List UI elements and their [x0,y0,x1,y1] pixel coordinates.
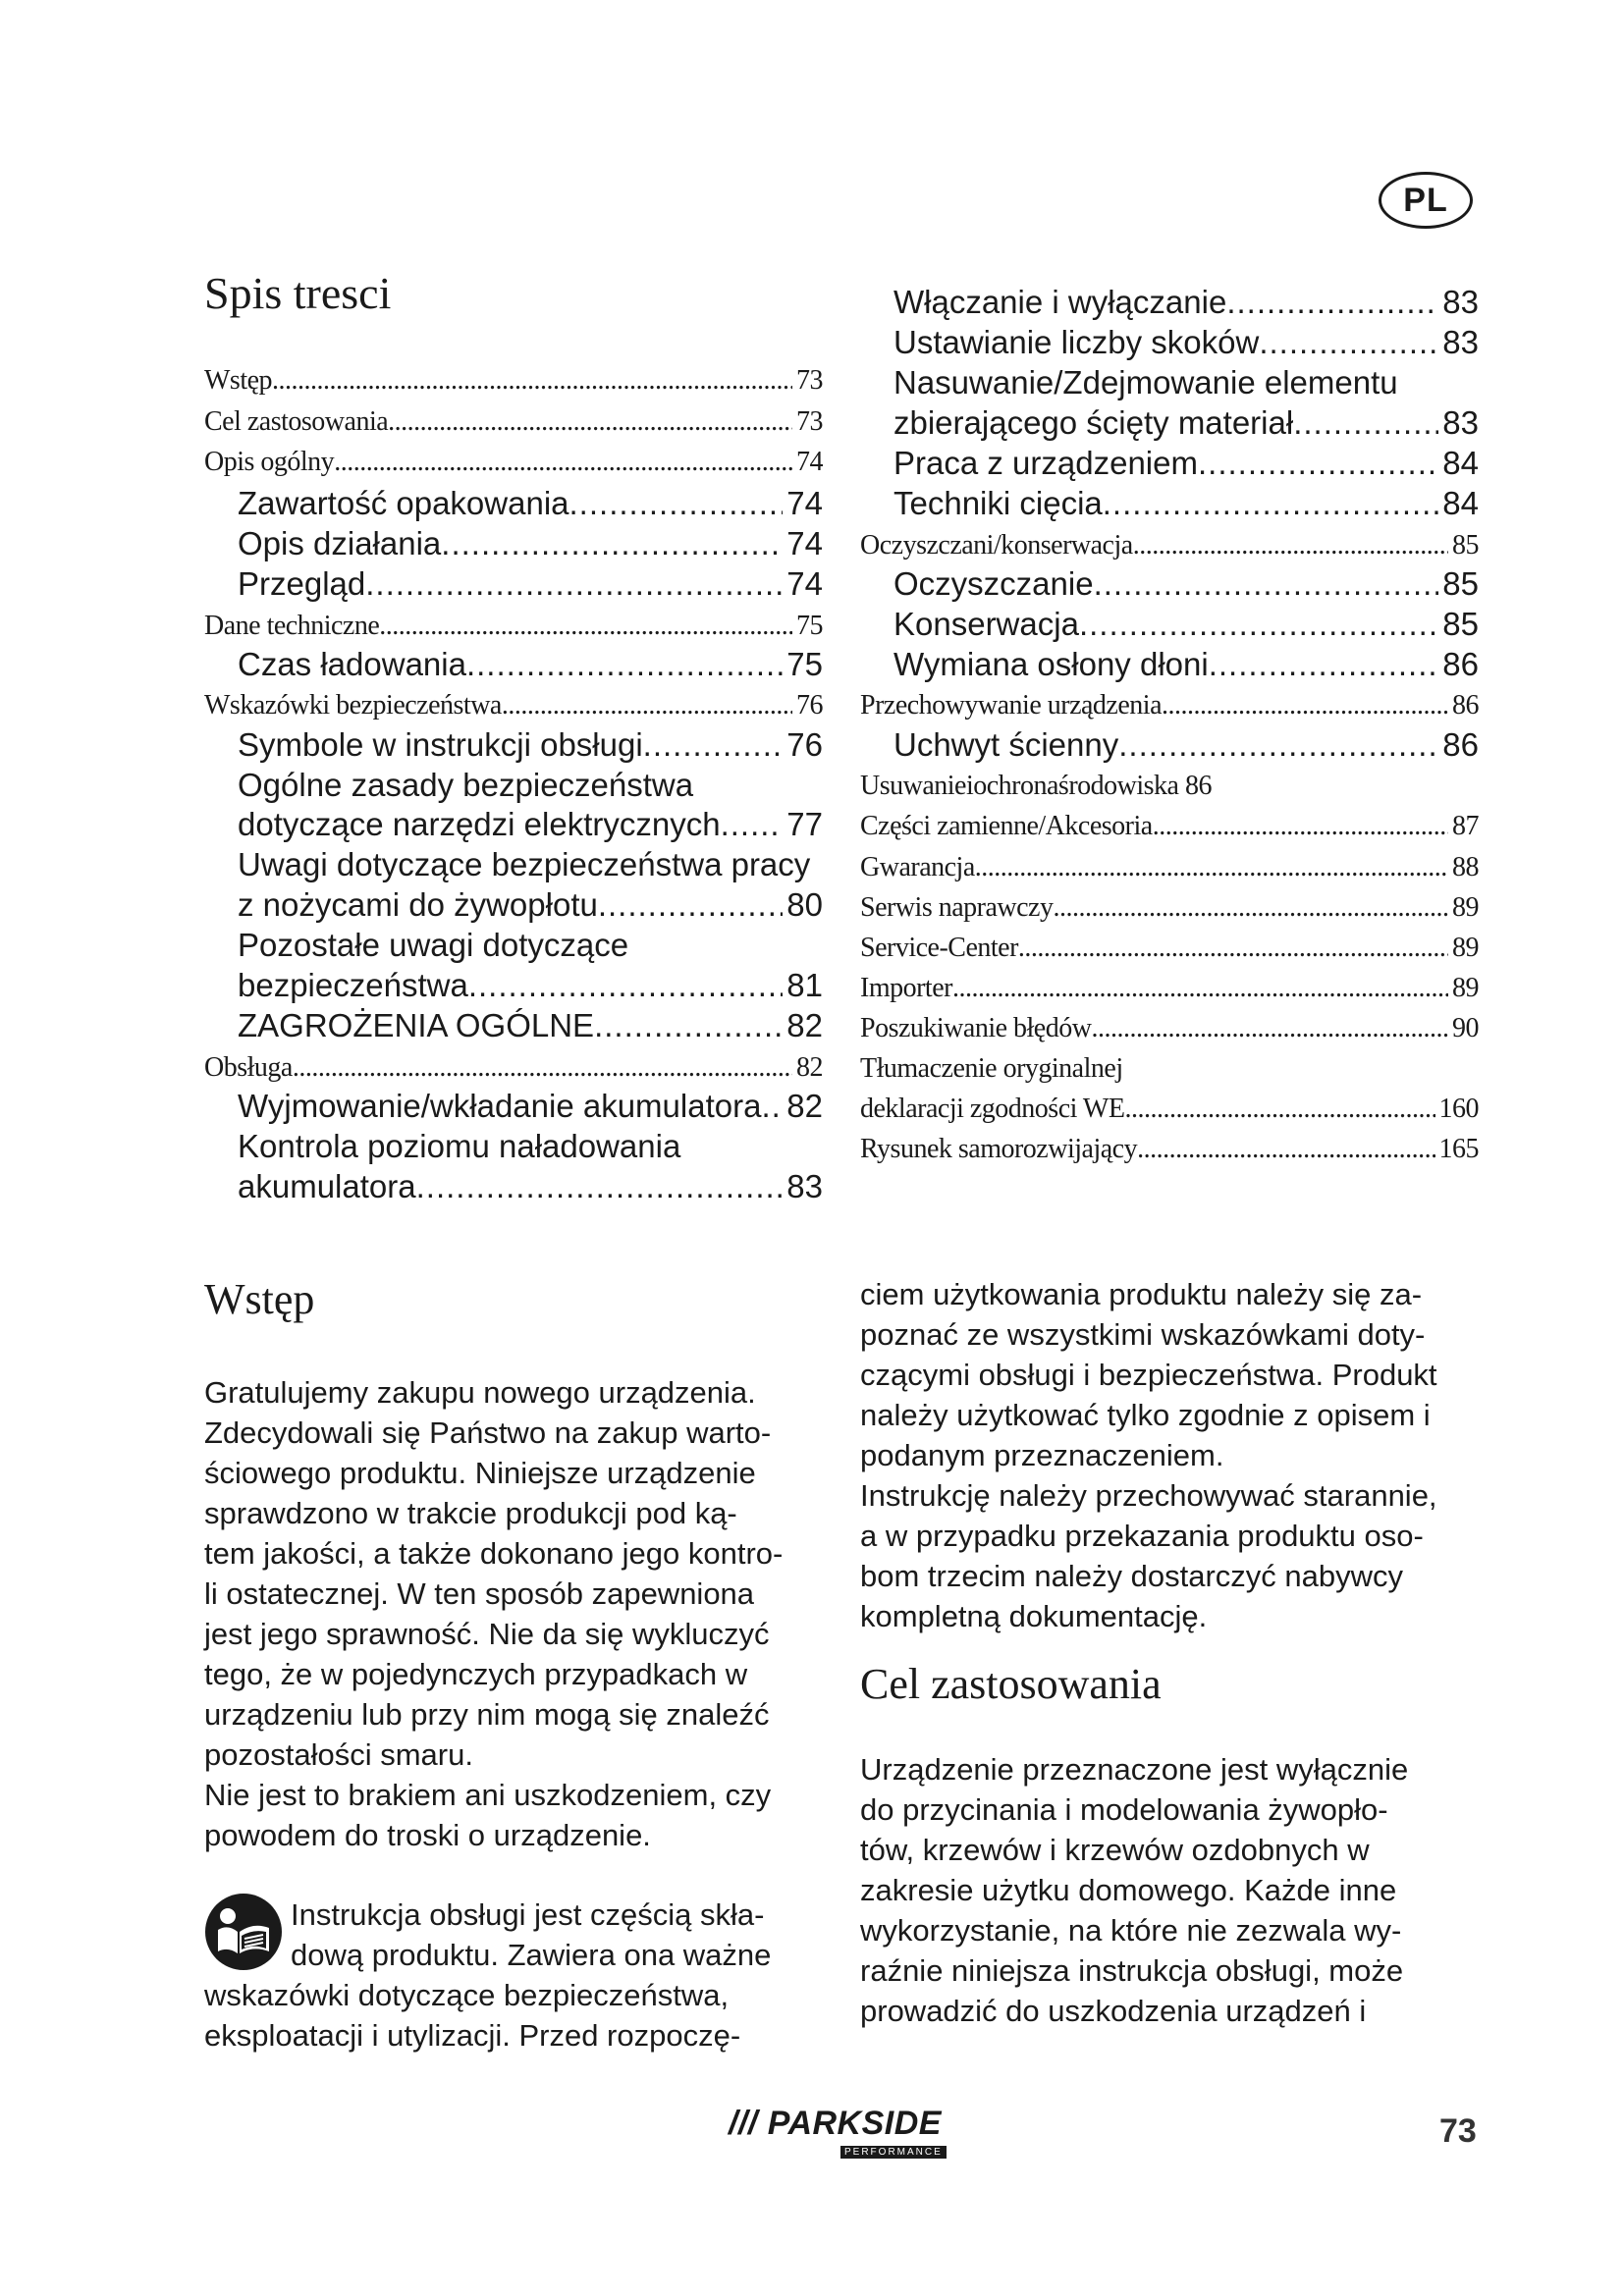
toc-entry [860,404,1479,442]
toc-entry-page: 74 [796,447,823,477]
toc-entry-page: 89 [1452,892,1479,923]
toc-leader-dots [975,852,1448,883]
toc-leader-dots [1137,1134,1435,1165]
toc-entry-label: Uwagi dotyczące bezpieczeństwa pracy [238,846,811,882]
toc-entry [860,646,1479,683]
toc-entry-page: 160 [1438,1094,1479,1124]
toc-entry [204,485,823,522]
toc-entry-label: Techniki cięcia [893,485,1103,521]
toc-leader-dots [1259,324,1438,361]
toc-leader-dots [1103,485,1439,522]
toc-entry-page: 77 [786,806,823,842]
toc-entry-label: zbierającego ścięty materiał [893,404,1294,441]
text-line: eksploatacji i utylizacji. Przed rozpoczę- [204,2018,741,2053]
toc-entry-page: 165 [1438,1134,1479,1164]
toc-entry-label: Opis ogólny [204,447,335,477]
toc-leader-dots [594,1007,783,1044]
toc-entry [860,1053,1479,1085]
toc-leader-dots [468,967,783,1004]
toc-entry-label: Importer [860,973,952,1003]
toc-entry-label: Opis działania [238,525,442,561]
toc-entry [204,525,823,562]
text-line: ciem użytkowania produktu należy się za- [860,1277,1423,1311]
toc-entry-label: Service-Center [860,933,1018,963]
page-number: 73 [1439,2112,1477,2150]
toc-entry-label: Zawartość opakowania [238,485,569,521]
intro-paragraph [204,1372,783,1855]
text-line: Instrukcja obsługi jest częścią skła- [291,1897,765,1932]
toc-entry-label: Konserwacja [893,606,1079,642]
toc-entry [204,927,823,964]
toc-entry [860,1013,1479,1044]
toc-entry [860,852,1479,883]
toc-entry-page: 74 [786,525,823,561]
toc-entry-page: 83 [786,1168,823,1204]
toc-entry-page: 83 [1442,284,1479,320]
toc-leader-dots [272,365,792,397]
toc-leader-dots [569,485,784,522]
brand-logo [729,2105,964,2163]
toc-entry-page: 74 [786,565,823,602]
text-line: wykorzystanie, na które nie zezwala wy- [860,1913,1402,1948]
toc-entry [204,1088,823,1125]
toc-entry-page: 89 [1452,933,1479,963]
toc-entry-label: Pozostałe uwagi dotyczące [238,927,629,963]
toc-entry-label: Czas ładowania [238,646,466,682]
toc-entry-label: Przechowywanie urządzenia [860,690,1162,721]
toc-entry-label: dotyczące narzędzi elektrycznych [238,806,721,842]
toc-leader-dots [1018,933,1448,964]
toc-leader-dots [1226,284,1438,321]
toc-entry-label: Obsługa [204,1052,293,1083]
toc-entry-label: Przegląd [238,565,366,602]
toc-entry-label: z nożycami do żywopłotu [238,886,598,923]
text-line: Zdecydowali się Państwo na zakup warto- [204,1415,772,1450]
toc-leader-dots [1079,606,1438,643]
text-line: zakresie użytku domowego. Każde inne [860,1873,1397,1907]
toc-entry-page: 85 [1452,530,1479,561]
toc-leader-dots [441,525,783,562]
toc-entry [204,646,823,683]
toc-entry-page: 74 [786,485,823,521]
toc-entry [860,726,1479,764]
toc-leader-dots [1094,565,1439,603]
toc-entry [860,364,1479,401]
intro-continued [860,1274,1437,1636]
toc-entry-label: Tłumaczenie oryginalnej [860,1053,1123,1084]
toc-entry [860,485,1479,522]
language-badge: PL [1379,172,1473,229]
toc-entry-label: akumulatora [238,1168,416,1204]
text-line: bom trzecim należy dostarczyć nabywcy [860,1559,1404,1593]
toc-leader-dots [1053,892,1448,924]
toc-leader-dots [416,1168,784,1205]
toc-entry [204,1052,823,1084]
text-line: tego, że w pojedynczych przypadkach w [204,1657,748,1691]
toc-entry-label: Rysunek samorozwijający [860,1134,1138,1164]
toc-leader-dots [502,690,792,721]
toc-entry-page: 76 [796,690,823,721]
toc-entry [860,973,1479,1004]
toc-leader-dots [1198,445,1438,482]
toc-leader-dots [1133,530,1448,561]
manual-note-first [291,1895,771,1975]
toc-entry [204,806,823,843]
text-line: pozostałości smaru. [204,1737,473,1772]
toc-leader-dots [1124,1094,1435,1125]
toc-entry-label: ZAGROŻENIA OGÓLNE [238,1007,595,1043]
toc-entry-page: 85 [1442,606,1479,642]
toc-entry [204,611,823,642]
toc-leader-dots [1118,726,1438,764]
toc-entry [860,771,1479,802]
toc-entry-label: Uchwyt ścienny [893,726,1119,763]
text-line: wskazówki dotyczące bezpieczeństwa, [204,1978,730,2012]
toc-entry-label: Poszukiwanie błędów [860,1013,1092,1043]
toc-entry [860,1094,1479,1125]
toc-entry-label: Praca z urządzeniem [893,445,1198,481]
toc-leader-dots [466,646,783,683]
text-line: Gratulujemy zakupu nowego urządzenia. [204,1375,756,1410]
toc-entry-page: 76 [786,726,823,763]
toc-entry [204,365,823,397]
toc-entry [860,933,1479,964]
toc-entry [860,530,1479,561]
toc-entry-page: 86 [1442,726,1479,763]
toc-entry-page: 75 [796,611,823,641]
toc-entry-page: 80 [786,886,823,923]
toc-entry [204,406,823,438]
text-line: czącymi obsługi i bezpieczeństwa. Produkt [860,1358,1437,1392]
toc-leader-dots [293,1052,792,1084]
read-manual-icon [204,1893,283,1971]
toc-entry-page: 84 [1442,485,1479,521]
toc-entry-label: Gwarancja [860,852,975,882]
purpose-title: Cel zastosowania [860,1660,1162,1708]
toc-entry-label: bezpieczeństwa [238,967,468,1003]
toc-entry-page: 83 [1442,404,1479,441]
toc-entry [204,886,823,924]
toc-title: Spis tresci [204,268,392,318]
toc-entry-page: 86 [1452,690,1479,721]
toc-entry [860,892,1479,924]
intro-title: Wstęp [204,1275,315,1323]
toc-entry [204,846,823,883]
toc-entry-page: 90 [1452,1013,1479,1043]
text-line: urządzeniu lub przy nim mogą się znaleźć [204,1697,770,1732]
toc-entry-page: 87 [1452,811,1479,841]
text-line: Nie jest to brakiem ani uszkodzeniem, czy [204,1778,772,1812]
toc-entry-page: 85 [1442,565,1479,602]
toc-entry [204,447,823,478]
text-line: Instrukcję należy przechowywać starannie, [860,1478,1437,1513]
text-line: jest jego sprawność. Nie da się wykluczyć [204,1617,770,1651]
toc-entry [860,606,1479,643]
toc-leader-dots [643,726,784,764]
toc-leader-dots [1162,690,1448,721]
toc-entry [860,445,1479,482]
text-line: sprawdzono w trakcie produkcji pod ką- [204,1496,737,1530]
toc-entry [204,1168,823,1205]
toc-leader-dots [721,806,784,843]
text-line: raźnie niniejsza instrukcja obsługi, może [860,1953,1404,1988]
toc-leader-dots [388,406,792,438]
toc-entry [860,324,1479,361]
toc-leader-dots [598,886,783,924]
text-line: podanym przeznaczeniem. [860,1438,1224,1472]
toc-entry-label: Cel zastosowania [204,406,389,437]
toc-entry-page: 83 [1442,324,1479,360]
toc-entry [204,767,823,804]
toc-entry-page: 84 [1442,445,1479,481]
toc-entry-label: Ustawianie liczby skoków [893,324,1260,360]
toc-entry-label: Części zamienne/Akcesoria [860,811,1153,841]
toc-entry-page: 82 [786,1007,823,1043]
toc-entry [860,690,1479,721]
toc-entry [860,1134,1479,1165]
toc-entry-page: 86 [1442,646,1479,682]
toc-entry-label: Usuwanieiochronaśrodowiska 86 [860,771,1212,801]
toc-entry-page: 81 [786,967,823,1003]
text-line: prowadzić do uszkodzenia urządzeń i [860,1994,1367,2028]
text-line: a w przypadku przekazania produktu oso- [860,1519,1424,1553]
text-line: dową produktu. Zawiera ona ważne [291,1938,772,1972]
toc-entry-label: Dane techniczne [204,611,380,641]
toc-entry [204,1007,823,1044]
text-line: ściowego produktu. Niniejsze urządzenie [204,1456,756,1490]
toc-entry [860,565,1479,603]
toc-entry-label: Oczyszczanie [893,565,1094,602]
toc-entry [204,690,823,721]
toc-leader-dots [1293,404,1438,442]
toc-entry [204,967,823,1004]
toc-entry-label: Oczyszczani/konserwacja [860,530,1133,561]
text-line: do przycinania i modelowania żywopło- [860,1792,1388,1827]
brand-subline: PERFORMANCE [840,2146,947,2159]
toc-entry-label: Włączanie i wyłączanie [893,284,1227,320]
text-line: tów, krzewów i krzewów ozdobnych w [860,1833,1370,1867]
toc-entry-page: 73 [796,365,823,396]
toc-entry-label: Serwis naprawczy [860,892,1054,923]
manual-note-rest [204,1975,740,2056]
toc-entry-label: Wstęp [204,365,273,396]
toc-leader-dots [1091,1013,1448,1044]
toc-leader-dots [365,565,783,603]
toc-leader-dots [761,1088,783,1125]
text-line: Urządzenie przeznaczone jest wyłącznie [860,1752,1409,1787]
text-line: powodem do troski o urządzenie. [204,1818,651,1852]
text-line: kompletną dokumentację. [860,1599,1208,1633]
toc-leader-dots [379,611,792,642]
toc-entry-page: 89 [1452,973,1479,1003]
toc-entry-page: 82 [796,1052,823,1083]
toc-entry-label: Nasuwanie/Zdejmowanie elementu [893,364,1398,400]
toc-entry [860,811,1479,842]
toc-entry-label: deklaracji zgodności WE [860,1094,1125,1124]
toc-entry-label: Ogólne zasady bezpieczeństwa [238,767,694,803]
text-line: tem jakości, a także dokonano jego kontro- [204,1536,784,1571]
toc-entry [204,726,823,764]
purpose-paragraph [860,1749,1408,2031]
toc-entry-label: Wymiana osłony dłoni [893,646,1209,682]
toc-leader-dots [334,447,792,478]
toc-entry [204,565,823,603]
toc-entry-page: 73 [796,406,823,437]
text-line: poznać ze wszystkimi wskazówkami doty- [860,1317,1426,1352]
toc-entry-page: 75 [786,646,823,682]
text-line: li ostatecznej. W ten sposób zapewniona [204,1576,755,1611]
toc-leader-dots [952,973,1448,1004]
toc-entry [204,1128,823,1165]
toc-leader-dots [1153,811,1448,842]
toc-entry-page: 88 [1452,852,1479,882]
toc-entry-label: Symbole w instrukcji obsługi [238,726,643,763]
text-line: należy użytkować tylko zgodnie z opisem i [860,1398,1431,1432]
toc-entry [860,284,1479,321]
toc-leader-dots [1209,646,1439,683]
toc-entry-label: Wskazówki bezpieczeństwa [204,690,502,721]
toc-entry-label: Kontrola poziomu naładowania [238,1128,681,1164]
toc-entry-label: Wyjmowanie/wkładanie akumulatora [238,1088,762,1124]
brand-name: /// PARKSIDE [729,2105,942,2142]
toc-entry-page: 82 [786,1088,823,1124]
